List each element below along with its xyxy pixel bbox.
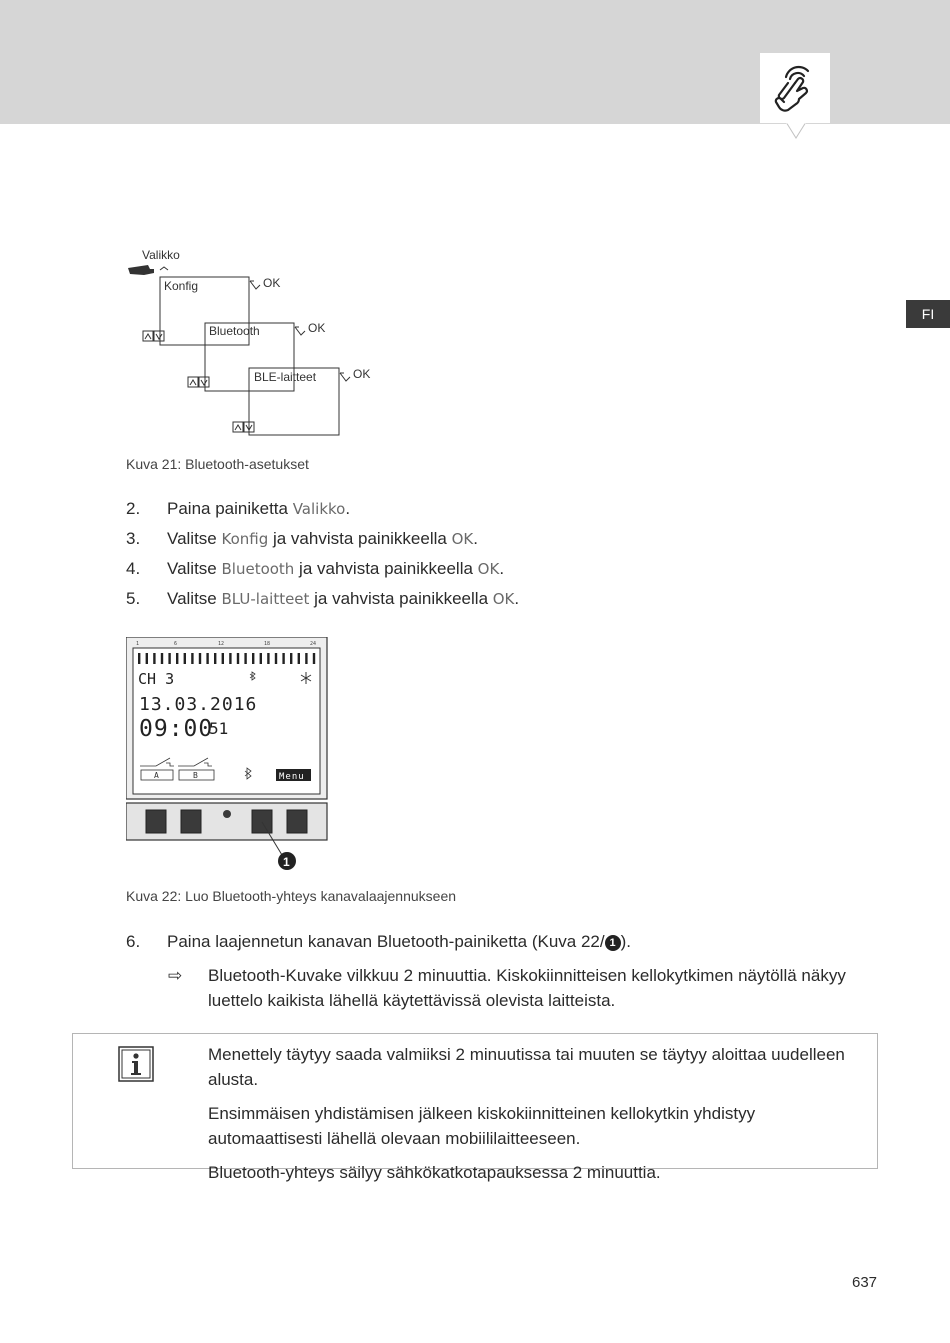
- ok-press-icon: [295, 327, 305, 335]
- hour-segment: [222, 653, 224, 664]
- result-text: ⇨ Bluetooth-Kuvake vilkkuu 2 minuuttia. Kiskokiinnitteisen kellokytkimen näytöllä näkyy luettelo kaikista lähellä käytettävissä olevista laitteista.: [168, 963, 888, 1013]
- info-note: [72, 1033, 878, 1182]
- ok-press-icon: [340, 373, 350, 381]
- hour-segment: [184, 653, 186, 664]
- callout-number: 1: [283, 855, 290, 869]
- channel-label: CH 3: [138, 670, 175, 688]
- ok-label-2: OK: [308, 321, 326, 335]
- hour-segment: [199, 653, 201, 664]
- hour-segment: [305, 653, 307, 664]
- figure-caption-21: Kuva 21: Bluetooth-asetukset: [126, 456, 309, 472]
- ok-label-3: OK: [353, 367, 371, 381]
- channel-a-label: A: [154, 771, 159, 780]
- channel-b-label: B: [193, 771, 198, 780]
- menu-softkey-label: Menu: [279, 772, 305, 782]
- svg-text:6: 6: [174, 641, 178, 647]
- result-arrow-icon: ⇨: [168, 966, 183, 985]
- menu-root-label: Valikko: [142, 248, 180, 262]
- figure-caption-22: Kuva 22: Luo Bluetooth-yhteys kanavalaajennukseen: [126, 888, 457, 904]
- hour-segment: [267, 653, 269, 664]
- hour-segment: [252, 653, 254, 664]
- hour-segment: [244, 653, 246, 664]
- svg-text:18: 18: [264, 641, 271, 647]
- status-led: [223, 810, 231, 818]
- device-button-1[interactable]: [146, 810, 166, 833]
- note-paragraph: Ensimmäisen yhdistämisen jälkeen kiskokiinnitteinen kellokytkin yhdistyy automaattisesti lähellä olevaan mobiililaitteeseen.: [208, 1104, 756, 1148]
- ok-press-icon: [250, 281, 260, 289]
- time-display: 09:00: [139, 716, 214, 742]
- page-number: 637: [852, 1274, 878, 1291]
- touch-hand-icon: [760, 53, 830, 123]
- hour-segment: [298, 653, 300, 664]
- hour-segment: [206, 653, 208, 664]
- hour-segment: [229, 653, 231, 664]
- hour-segment: [191, 653, 193, 664]
- hour-segment: [260, 653, 262, 664]
- hour-segment: [214, 653, 216, 664]
- hour-segment: [146, 653, 148, 664]
- ok-label-1: OK: [263, 276, 281, 290]
- up-down-arrows-icon: [188, 377, 209, 387]
- menu-item-bluetooth: Bluetooth: [209, 324, 260, 338]
- seconds-display: 51: [209, 719, 229, 738]
- info-note-text: [208, 1042, 868, 1194]
- date-display: 13.03.2016: [139, 694, 258, 715]
- hour-segment: [176, 653, 178, 664]
- menu-item-konfig: Konfig: [164, 279, 199, 293]
- hour-segment: [161, 653, 163, 664]
- language-tab: FI: [906, 300, 950, 328]
- hour-segment: [168, 653, 170, 664]
- menu-item-ble-laitteet: BLE-laitteet: [254, 370, 317, 384]
- menu-diagram: [120, 240, 400, 445]
- bluetooth-button[interactable]: [252, 810, 272, 833]
- info-icon: [118, 1046, 154, 1087]
- up-down-arrows-icon: [233, 422, 254, 432]
- hour-segment: [153, 653, 155, 664]
- svg-text:1: 1: [136, 641, 140, 647]
- pointer-hand-icon: [128, 265, 168, 275]
- note-paragraph: Bluetooth-yhteys säilyy sähkökatkotapauksessa 2 minuuttia.: [208, 1163, 661, 1182]
- device-button-4[interactable]: [287, 810, 307, 833]
- time-switch-device: [126, 637, 331, 882]
- hour-segment: [237, 653, 239, 664]
- up-down-arrows-icon: [143, 331, 164, 341]
- hour-segment: [282, 653, 284, 664]
- svg-text:24: 24: [310, 641, 317, 647]
- hour-segment: [275, 653, 277, 664]
- callout-pointer: [786, 122, 806, 140]
- svg-text:12: 12: [218, 641, 225, 647]
- hour-segment: [138, 653, 140, 664]
- hour-segment: [290, 653, 292, 664]
- note-paragraph: Menettely täytyy saada valmiiksi 2 minuutissa tai muuten se täytyy aloittaa uudelleen alusta.: [208, 1045, 845, 1089]
- device-button-2[interactable]: [181, 810, 201, 833]
- callout-reference: 1: [605, 935, 621, 951]
- hour-segment: [313, 653, 315, 664]
